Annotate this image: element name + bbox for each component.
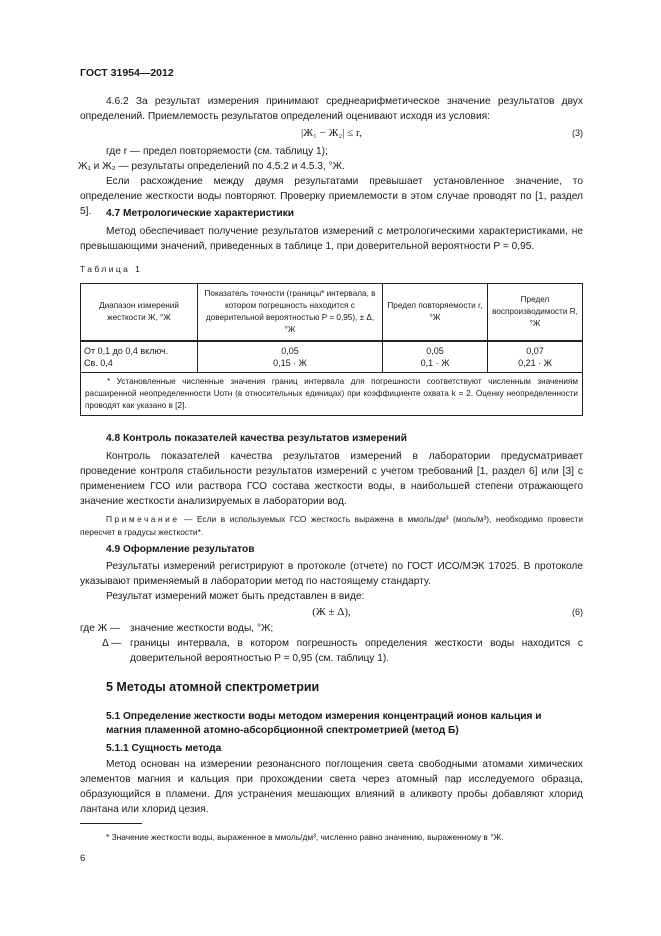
where-r: где r — предел повторяемости (см. таблицу 1); bbox=[106, 146, 328, 157]
note-text: — Если в используемых ГСО жесткость выражена в ммоль/дм³ (моль/м³), необходимо провести пересчет в градусы жесткости*. bbox=[80, 514, 583, 537]
where-6-delta bbox=[80, 636, 583, 666]
term: где Ж — bbox=[80, 623, 121, 634]
table-cell: 0,21 · Ж bbox=[518, 357, 552, 368]
page-number: 6 bbox=[80, 853, 86, 864]
note-label: Примечание bbox=[106, 514, 180, 524]
heading-5-1: 5.1 Определение жесткости воды методом измерения концентраций ионов кальция и магния пламенной атомно-абсорбционной спектрометрией (метод Б) bbox=[106, 711, 542, 736]
table-cell: 0,15 · Ж bbox=[273, 357, 307, 368]
table-header: Показатель точности (границы* интервала, в котором погрешность находится с доверительной вероятностью P = 0,95), ± Δ, °Ж bbox=[198, 284, 383, 341]
paragraph-4-7: Метод обеспечивает получение результатов измерений с метрологическими характеристиками, не превышающими значений, приведенных в таблице 1, при доверительной вероятности P = 0,95. bbox=[80, 226, 583, 252]
formula-number: (3) bbox=[572, 128, 583, 138]
formula-expr: |Ж₁ − Ж₂| ≤ r, bbox=[301, 127, 362, 139]
table-footnote: * Установленные численные значения границ интервала для погрешности соответствуют численным значениям расширенной неопределенности Uотн (в относительных единицах) при коэффициенте охвата k = 2. Оценку неопределенности проводят как указано в [2]. bbox=[81, 373, 583, 416]
table-header: Предел воспроизводимости R, °Ж bbox=[488, 284, 583, 341]
table-header: Предел повторяемости r, °Ж bbox=[383, 284, 488, 341]
formula-3 bbox=[80, 126, 583, 141]
heading-4-9: 4.9 Оформление результатов bbox=[106, 544, 255, 555]
paragraph-divergence: Если расхождение между двумя результатами превышает установленное значение, то определение жесткости воды повторяют. Проверку приемлемости в этом случае проводят по [1, раздел 5]. bbox=[80, 176, 583, 217]
definition: границы интервала, в котором погрешность определения жесткости воды находится с доверительной вероятностью P = 0,95 (см. таблицу 1). bbox=[130, 638, 583, 664]
footnote: * Значение жесткости воды, выраженное в ммоль/дм³, численно равно значению, выраженному в °Ж. bbox=[106, 832, 504, 842]
paragraph-5-1-1: Метод основан на измерении резонансного поглощения света свободными атомами химических элементов магния и кальция при прохождении света через атомный пар исследуемого образца, образующийся в пламени. Для устранения мешающих влияний в аликвоту пробы добавляют хлорид лантана или хлорид цезия. bbox=[80, 759, 583, 815]
formula-number: (6) bbox=[572, 607, 583, 617]
document-header: ГОСТ 31954—2012 bbox=[80, 67, 174, 79]
table-caption: Таблица 1 bbox=[80, 264, 143, 274]
term: Δ — bbox=[102, 638, 122, 649]
heading-5-1-1: 5.1.1 Сущность метода bbox=[106, 743, 222, 754]
table-cell: 0,05 bbox=[281, 345, 299, 356]
table-1 bbox=[80, 283, 583, 416]
table-header: Диапазон измерений жесткости Ж, °Ж bbox=[81, 284, 198, 341]
formula-expr: (Ж ± Δ), bbox=[312, 606, 351, 618]
paragraph-4-6-2: 4.6.2 За результат измерения принимают среднеарифметическое значение результатов двух определений. Приемлемость результатов определений оценивают исходя из условия: bbox=[80, 96, 583, 122]
paragraph-4-9a: Результаты измерений регистрируют в протоколе (отчете) по ГОСТ ИСО/МЭК 17025. В протоколе указывают применяемый в лаборатории метод по настоящему стандарту. bbox=[80, 561, 583, 587]
table-cell: От 0,1 до 0,4 включ. bbox=[84, 345, 169, 356]
paragraph-4-8: Контроль показателей качества результатов измерений в лаборатории предусматривает проведение контроля стабильности результатов измерений с учетом требований [1, раздел 6] или [3] с применением ГСО или раствора ГСО состава жесткости воды, в наибольшей степени отражающего значение жесткости анализируемых в лаборатории вод. bbox=[80, 451, 583, 507]
table-cell: 0,07 bbox=[526, 345, 544, 356]
where-6-zh bbox=[80, 621, 583, 636]
table-cell: Св. 0,4 bbox=[84, 357, 113, 368]
where-zh: Ж₁ и Ж₂ — результаты определений по 4.5.2 и 4.5.3, °Ж. bbox=[78, 161, 345, 172]
table-row bbox=[81, 341, 583, 373]
paragraph-4-9b: Результат измерений может быть представлен в виде: bbox=[106, 591, 365, 602]
footnote-separator bbox=[80, 823, 142, 824]
heading-4-7: 4.7 Метрологические характеристики bbox=[106, 208, 294, 219]
heading-5: 5 Методы атомной спектрометрии bbox=[106, 680, 320, 694]
table-cell: 0,05 bbox=[426, 345, 444, 356]
heading-4-8: 4.8 Контроль показателей качества результатов измерений bbox=[106, 433, 407, 444]
table-cell: 0,1 · Ж bbox=[420, 357, 450, 368]
note bbox=[80, 513, 583, 539]
formula-6 bbox=[80, 605, 583, 620]
definition: значение жесткости воды, °Ж; bbox=[130, 623, 274, 634]
